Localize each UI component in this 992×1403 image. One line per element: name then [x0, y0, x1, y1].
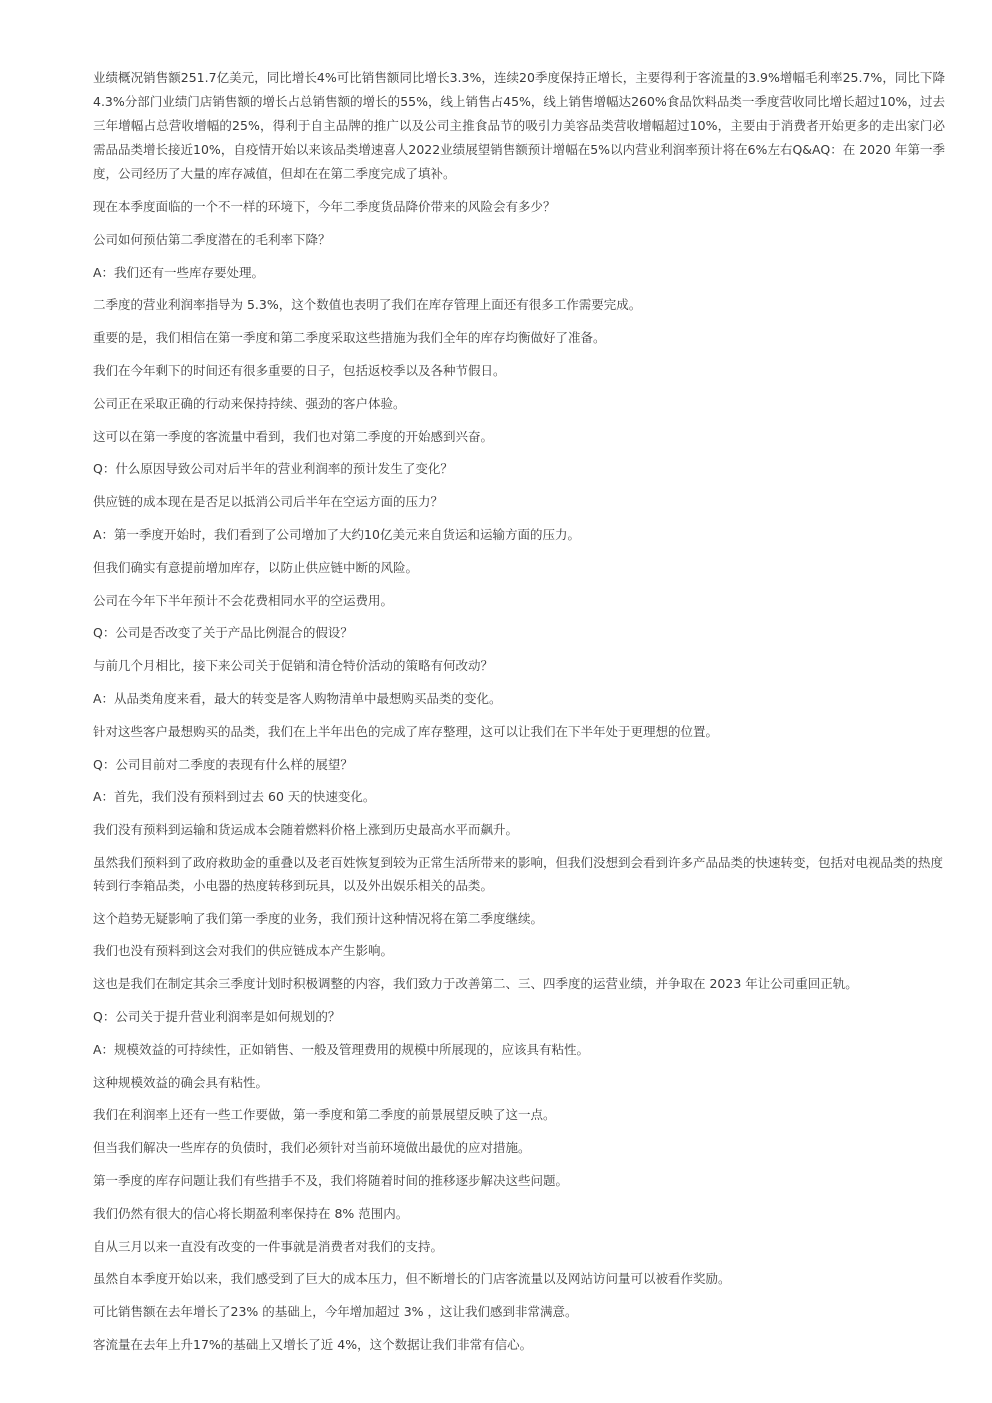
document-paragraph: 我们在今年剩下的时间还有很多重要的日子，包括返校季以及各种节假日。 [93, 362, 506, 378]
document-paragraph: 这种规模效益的确会具有粘性。 [93, 1074, 269, 1090]
document-paragraph: 供应链的成本现在是否足以抵消公司后半年在空运方面的压力？ [93, 494, 444, 510]
document-paragraph: Q：公司关于提升营业利润率是如何规划的？ [93, 1008, 341, 1024]
document-paragraph: 这个趋势无疑影响了我们第一季度的业务，我们预计这种情况将在第二季度继续。 [93, 910, 544, 926]
document-paragraph: 虽然自本季度开始以来，我们感受到了巨大的成本压力，但不断增长的门店客流量以及网站访问量可以被看作奖励。 [93, 1271, 731, 1287]
document-paragraph: A：第一季度开始时，我们看到了公司增加了大约10亿美元来自货运和运输方面的压力。 [93, 526, 580, 542]
document-paragraph: 第一季度的库存问题让我们有些措手不及，我们将随着时间的推移逐步解决这些问题。 [93, 1172, 569, 1188]
document-paragraph: 客流量在去年上升17%的基础上又增长了近 4%，这个数据让我们非常有信心。 [93, 1336, 533, 1352]
document-paragraph: 与前几个月相比，接下来公司关于促销和清仓特价活动的策略有何改动？ [93, 658, 494, 674]
document-paragraph: 这可以在第一季度的客流量中看到，我们也对第二季度的开始感到兴奋。 [93, 428, 494, 444]
document-paragraph: 自从三月以来一直没有改变的一件事就是消费者对我们的支持。 [93, 1238, 444, 1254]
document-paragraph: A：首先，我们没有预料到过去 60 天的快速变化。 [93, 789, 376, 805]
document-paragraph: 现在本季度面临的一个不一样的环境下，今年二季度货品降价带来的风险会有多少？ [93, 199, 556, 214]
document-paragraph: A：规模效益的可持续性，正如销售、一般及管理费用的规模中所展现的，应该具有粘性。 [93, 1041, 590, 1057]
document-paragraph: A：我们还有一些库存要处理。 [93, 264, 265, 280]
document-body [93, 66, 945, 1367]
document-paragraph: 针对这些客户最想购买的品类，我们在上半年出色的完成了库存整理，这可以让我们在下半年处于更理想的位置。 [93, 723, 719, 739]
document-paragraph: 重要的是，我们相信在第一季度和第二季度采取这些措施为我们全年的库存均衡做好了准备。 [93, 330, 606, 346]
document-paragraph: 公司如何预估第二季度潜在的毛利率下降？ [93, 231, 331, 247]
document-paragraph: 我们在利润率上还有一些工作要做，第一季度和第二季度的前景展望反映了这一点。 [93, 1107, 556, 1123]
document-paragraph: 但当我们解决一些库存的负债时，我们必须针对当前环境做出最优的应对措施。 [93, 1140, 531, 1156]
intro-paragraph: 业绩概况销售额251.7亿美元，同比增长4%可比销售额同比增长3.3%，连续20季度保持正增长，主要得利于客流量的3.9%增幅毛利率25.7%，同比下降4.3%分部门业绩门店销售额的增长占总销售额的增长的55%，线上销售占45%，线上销售增幅达260%食品饮料品类一季度营收同比增长超过10%，过去三年增幅占总营收增幅的25%，得利于自主品牌的推广以及公司主推食品节的吸引力美容品类营收增幅超过10%，主要由于消费者开始更多的走出家门必需品品类增长接近10%，自疫情开始以来该品类增速喜人2022业绩展望销售额预计增幅在5%以内营业利润率预计将在6%左右Q&AQ：在 2020 年第一季度，公司经历了大量的库存减值，但却在在第二季度完成了填补。 [93, 70, 945, 181]
document-paragraph: 虽然我们预料到了政府救助金的重叠以及老百姓恢复到较为正常生活所带来的影响，但我们没想到会看到许多产品品类的快速转变，包括对电视品类的热度转到行李箱品类，小电器的热度转移到玩具，以及外出娱乐相关的品类。 [93, 854, 944, 893]
document-paragraph: A：从品类角度来看，最大的转变是客人购物清单中最想购买品类的变化。 [93, 690, 502, 706]
document-paragraph: 我们也没有预料到这会对我们的供应链成本产生影响。 [93, 943, 394, 959]
document-paragraph: Q：什么原因导致公司对后半年的营业利润率的预计发生了变化？ [93, 461, 453, 477]
document-paragraph: Q：公司是否改变了关于产品比例混合的假设？ [93, 625, 353, 641]
document-paragraph: 我们仍然有很大的信心将长期盈利率保持在 8% 范围内。 [93, 1205, 409, 1221]
document-paragraph: 公司在今年下半年预计不会花费相同水平的空运费用。 [93, 592, 394, 608]
document-paragraph: 我们没有预料到运输和货运成本会随着燃料价格上涨到历史最高水平而飙升。 [93, 822, 519, 838]
document-paragraph: 这也是我们在制定其余三季度计划时积极调整的内容，我们致力于改善第二、三、四季度的运营业绩，并争取在 2023 年让公司重回正轨。 [93, 976, 858, 992]
document-paragraph: 可比销售额在去年增长了23% 的基础上，今年增加超过 3% ，这让我们感到非常满意。 [93, 1304, 578, 1320]
document-paragraph: Q：公司目前对二季度的表现有什么样的展望？ [93, 756, 353, 772]
document-paragraph: 二季度的营业利润率指导为 5.3%，这个数值也表明了我们在库存管理上面还有很多工作需要完成。 [93, 297, 642, 313]
document-paragraph: 公司正在采取正确的行动来保持持续、强劲的客户体验。 [93, 395, 406, 411]
paragraph-list [93, 196, 945, 1357]
document-paragraph: 但我们确实有意提前增加库存，以防止供应链中断的风险。 [93, 559, 419, 575]
